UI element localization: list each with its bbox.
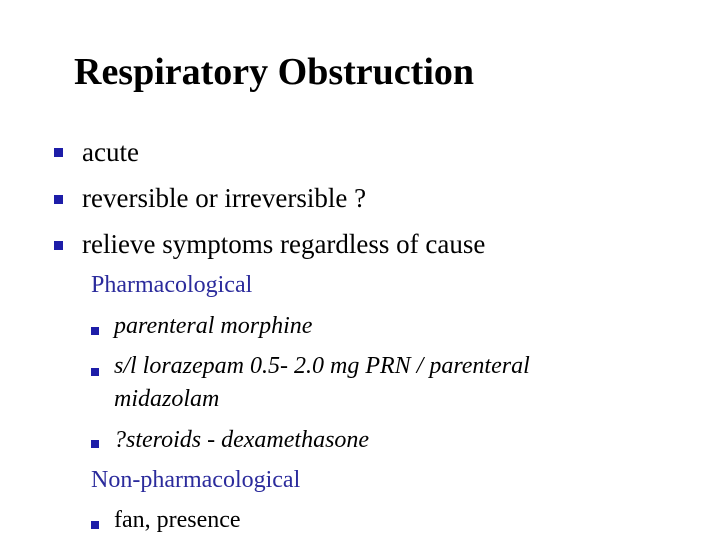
bullet-reversible: reversible or irreversible ? [82,183,367,213]
non-pharmacological-heading: Non-pharmacological [91,467,301,493]
bullet-marker-steroids [91,440,99,448]
bullet-acute: acute [82,137,139,167]
bullet-marker-relieve [54,241,63,250]
item-parenteral-morphine: parenteral morphine [114,313,313,339]
item-midazolam: midazolam [114,386,220,412]
item-steroids: ?steroids - dexamethasone [114,427,370,453]
bullet-marker-acute [54,148,63,157]
slide-title: Respiratory Obstruction [74,51,475,93]
bullet-marker-morphine [91,327,99,335]
bullet-marker-lorazepam [91,368,99,376]
item-lorazepam: s/l lorazepam 0.5- 2.0 mg PRN / parenteral [114,353,530,379]
item-fan-presence: fan, presence [114,507,241,533]
bullet-marker-reversible [54,195,63,204]
pharmacological-heading: Pharmacological [91,272,253,298]
bullet-marker-fan [91,521,99,529]
bullet-relieve: relieve symptoms regardless of cause [82,229,486,259]
